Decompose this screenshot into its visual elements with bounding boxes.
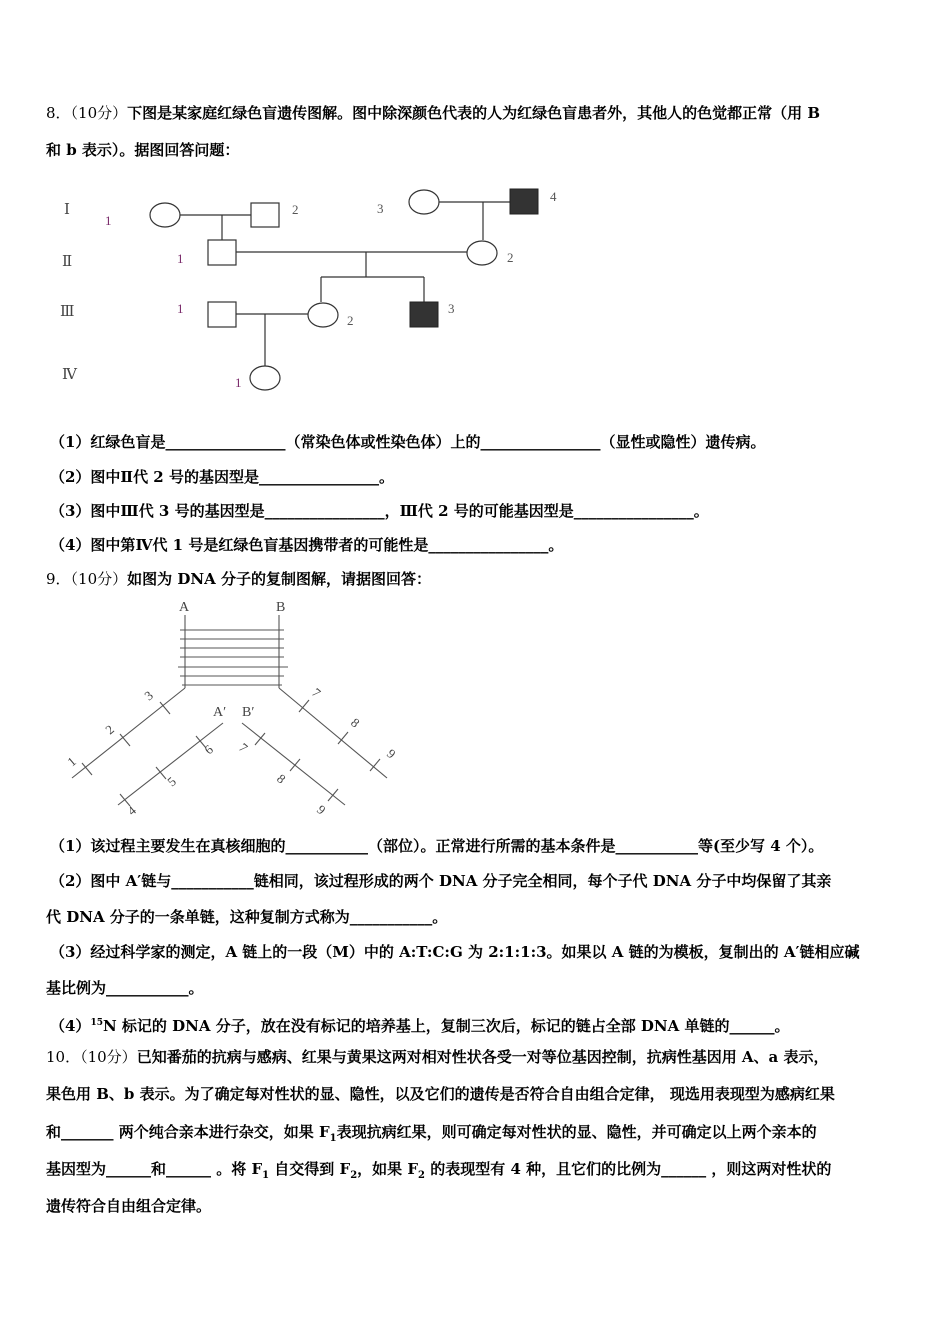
q8-stem-line2: 和 b 表示）。据图回答问题：	[46, 141, 240, 159]
pedigree-II1-male	[208, 240, 236, 265]
q10-line4	[46, 1159, 831, 1186]
ind-label-III3: 3	[448, 301, 455, 316]
q9-sub1: （1）该过程主要发生在真核细胞的___________（部位）。正常进行所需的基本条件是___________等(至少写 4 个）。	[50, 837, 824, 855]
q10-line1-text: 已知番茄的抗病与感病、红果与黄果这两对相对性状各受一对等位基因控制，抗病性基因用 A、a 表示，	[136, 1048, 829, 1066]
ind-label-II2: 2	[507, 250, 514, 265]
q9-sub4	[50, 1013, 790, 1036]
q9-sub4-superscript: 15	[90, 1018, 103, 1028]
q10-line1	[46, 1047, 829, 1067]
dna-replication-diagram	[0, 595, 460, 825]
dna-num-10: 7	[236, 739, 251, 756]
q8-sub2: （2）图中Ⅱ代 2 号的基因型是________________。	[50, 468, 394, 486]
q10-number: 10．	[46, 1048, 81, 1066]
q10-score: （10分）	[80, 1048, 137, 1066]
ind-label-IV1: 1	[235, 375, 242, 390]
q9-stem-text: 如图为 DNA 分子的复制图解，请据图回答：	[127, 570, 431, 588]
ind-label-II1: 1	[177, 251, 184, 266]
dna-label-Bp: B′	[242, 705, 255, 720]
q10-line4-d: 的表现型有 4 种，且它们的比例为______ ，则这两对性状的	[425, 1160, 832, 1178]
dna-num-11: 8	[274, 770, 289, 787]
pedigree-IV1-female	[250, 366, 280, 390]
ind-label-I3: 3	[377, 201, 384, 216]
q9-sub4-pre: （4）	[50, 1017, 91, 1035]
pedigree-III2-female	[308, 303, 338, 327]
q9-sub3-line1: （3）经过科学家的测定，A 链上的一段（M）中的 A:T:C:G 为 2:1:1:3。如果以 A 链的为模板，复制出的 A′链相应碱	[50, 943, 860, 961]
gen-label-I: Ⅰ	[64, 202, 70, 218]
dna-label-Ap: A′	[213, 705, 227, 720]
pedigree-II2-female	[467, 241, 497, 265]
ind-label-I2: 2	[292, 202, 299, 217]
dna-label-A: A	[179, 600, 190, 615]
q8-sub4: （4）图中第Ⅳ代 1 号是红绿色盲基因携带者的可能性是________________。	[50, 536, 564, 554]
gen-label-IV: Ⅳ	[62, 367, 77, 383]
pedigree-I4-affected-male	[510, 189, 538, 214]
q10-line3-post: 表现抗病红果，则可确定每对性状的显、隐性，并可确定以上两个亲本的	[336, 1123, 817, 1141]
q9-sub3-line2: 基比例为___________。	[46, 979, 204, 997]
q10-line4-sub2: 2	[350, 1170, 358, 1181]
q9-sub2-line1: （2）图中 A′链与___________链相同，该过程形成的两个 DNA 分子完全相同，每个子代 DNA 分子中均保留了其亲	[50, 872, 832, 890]
q10-line2: 果色用 B、b 表示。为了确定每对性状的显、隐性，以及它们的遗传是否符合自由组合定律， 现选用表现型为感病红果	[46, 1085, 835, 1103]
q8-sub1: （1）红绿色盲是________________（常染色体或性染色体）上的________________（显性或隐性）遗传病。	[50, 433, 766, 451]
q10-line5: 遗传符合自由组合定律。	[46, 1197, 212, 1215]
dna-num-6: 6	[201, 741, 216, 758]
ind-label-III1: 1	[177, 301, 184, 316]
pedigree-I2-male	[251, 203, 279, 227]
q10-line3	[46, 1122, 817, 1149]
dna-num-8: 8	[348, 714, 363, 731]
q9-sub2-line2: 代 DNA 分子的一条单链，这种复制方式称为___________。	[46, 908, 448, 926]
q10-line3-sub: 1	[329, 1133, 337, 1144]
q10-line4-a: 基因型为______和______ 。将 F	[46, 1160, 263, 1178]
dna-num-5: 5	[164, 773, 179, 790]
q9-number: 9．	[46, 570, 71, 588]
dna-num-2: 2	[102, 721, 117, 738]
dna-num-3: 3	[141, 687, 156, 704]
dna-num-1: 1	[64, 753, 79, 770]
gen-label-III: Ⅲ	[60, 304, 75, 320]
pedigree-III1-male	[208, 302, 236, 327]
pedigree-diagram	[0, 0, 950, 420]
gen-label-II: Ⅱ	[62, 254, 73, 270]
dna-num-7: 7	[309, 684, 324, 701]
dna-num-4: 4	[124, 802, 139, 819]
dna-label-B: B	[276, 600, 286, 615]
q10-line4-sub3: 2	[418, 1170, 425, 1181]
q10-line4-c: ，如果 F	[357, 1160, 419, 1178]
q8-sub3: （3）图中Ⅲ代 3 号的基因型是________________，Ⅲ代 2 号的可能基因型是________________。	[50, 502, 709, 520]
ind-label-I4: 4	[550, 189, 557, 204]
q10-line4-b: 自交得到 F	[269, 1160, 351, 1178]
q8-score: （10分）	[70, 104, 128, 122]
q9-stem	[46, 569, 431, 589]
q8-number: 8．	[46, 104, 71, 122]
q10-line4-sub1: 1	[262, 1170, 270, 1181]
dna-num-9: 9	[384, 745, 399, 762]
q9-sub4-post: N 标记的 DNA 分子，放在没有标记的培养基上，复制三次后，标记的链占全部 DNA 单链的______。	[102, 1017, 790, 1035]
pedigree-I1-female	[150, 203, 180, 227]
ind-label-I1: 1	[105, 213, 112, 228]
pedigree-III3-affected-male	[410, 302, 438, 327]
pedigree-I3-female	[409, 190, 439, 214]
q10-line3-pre: 和_______ 两个纯合亲本进行杂交，如果 F	[46, 1123, 330, 1141]
q8-stem-text1: 下图是某家庭红绿色盲遗传图解。图中除深颜色代表的人为红绿色盲患者外，其他人的色觉都正常（用 B	[127, 104, 821, 122]
q9-score: （10分）	[70, 570, 128, 588]
ind-label-III2: 2	[347, 313, 354, 328]
dna-num-12: 9	[314, 801, 329, 818]
